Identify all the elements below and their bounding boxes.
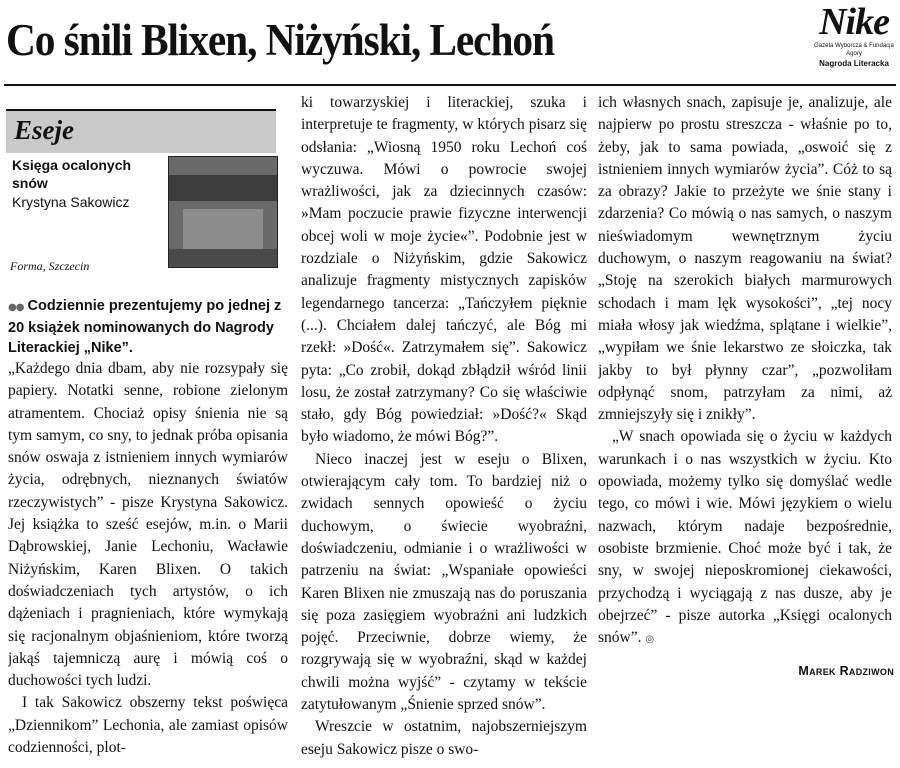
headline: Co śnili Blixen, Niżyński, Lechoń	[6, 15, 554, 65]
paragraph-text: „W snach opowiada się o życiu w każdych warunkach i o nas wszystkich w życiu. Kto opowiada, możemy tylko się domyślać wedle tego, co mówi i wie. Mówi językiem o wielu nazwach, którym nadaje bezpośrednie, osobiste brzmienie. Choć może być i tak, że sny, w swojej nieposkromionej ciekawości, przychodzą i wyciągają z nas dusze, aby je obejrzeć” - pisze autorka „Księgi ocalonych snów”.	[598, 428, 892, 647]
paragraph	[598, 426, 892, 651]
logo-word: Nike	[819, 1, 889, 43]
logo-sub: Gazeta Wyborcza & Fundacja Agory	[814, 43, 894, 57]
publisher: Forma, Szczecin	[10, 259, 90, 273]
paragraph: Wreszcie w ostatnim, najobszerniejszym eseju Sakowicz pisze o swo-	[301, 718, 587, 758]
lead-text: Codziennie prezentujemy po jednej z 20 książek nominowanych do Nagrody Literackiej „Nike”.	[8, 298, 282, 356]
byline: Marek Radziwon	[798, 664, 894, 678]
paragraph: ich własnych snach, zapisuje je, analizuje, ale najpierw po prostu streszcza - właśnie po to, żeby, jak to sama powiada, „oswoić się z istnieniem innych wymiarów życia”. Cóż to są za obrazy? Jakie to przeżyte we śnie stany i zdarzenia? Co mówią o nas samych, o naszym nieświadomym wewnętrznym życiu duchowym, o naszym reagowaniu na świat? „Stoję na szerokich białych marmurowych schodach i mam lęk wysokości”, „tej nocy miała włosy jak wiedźma, splątane i wielkie”, „wypiłam we śnie lekarstwo ze słoiczka, tak jakby to był płynny czar”, „pozwoliłam odpłynąć snom, patrzyłam za nimi, aż zmniejszyły się i znikły”.	[598, 94, 892, 424]
section-label: Eseje	[14, 115, 74, 145]
article-column-3	[598, 92, 892, 732]
section-box	[6, 109, 276, 153]
paragraph: I tak Sakowicz obszerny tekst poświęca „Dziennikom” Lechonia, ale zamiast opisów codzienności, plot-	[8, 694, 288, 757]
paragraph: ki towarzyskiej i literackiej, szuka i interpretuje te fragmenty, w których pisarz się odsłania: „Wiosną 1950 roku Lechoń coś wyczuwa. Mówi o powrocie swojej wrażliwości, jak za dziecinnych czasów: »Mam poczucie prawie fizyczne interwencji obcej woli w moje życie«”. Podobnie jest w rozdziale o Niżyńskim, gdzie Sakowicz analizuje fragmenty mistycznych zapisków legendarnego tancerza: „Tańczyłem pięknie (...). Chciałem dalej tańczyć, ale Bóg mi rzekł: »Dość«. Zatrzymałem się”. Sakowicz pyta: „Co zrobił, dokąd zbłądził wśród linii losu, że został zatrzymany? Co się właściwie stało, gdy Bóg powiedział: »Dość?« Skąd było wiadomo, że mówi Bóg?”.	[301, 94, 587, 446]
end-mark-icon: ◎	[645, 634, 655, 646]
cover-band-top	[169, 175, 277, 201]
logo-name: Nagroda Literacka	[819, 59, 889, 68]
paragraph: „Każdego dnia dbam, aby nie rozsypały się papiery. Notatki senne, robione zielonym atramentem. Chociaż opisy śnienia nie są tym samym, co sny, to jednak próba opisania snów oswaja z istnieniem innych wymiarów życia, odrębnych, nieznanych światów rzeczywistych” - pisze Krystyna Sakowicz. Jej książka to sześć esejów, m.in. o Marii Dąbrowskiej, Janie Lechoniu, Wacławie Niżyńskim, Karen Blixen. O takich doświadczeniach tych artystów, o ich dążeniach i pragnieniach, które wymykają się racjonalnym objaśnieniom, które tworzą jakąś tajemniczą aurę i mówią coś o duchowości tych ludzi.	[8, 360, 288, 690]
cover-band-bottom	[169, 249, 277, 267]
article-column-2	[301, 92, 587, 766]
book-author: Krystyna Sakowicz	[12, 194, 130, 210]
lead-bullet-icon: ●●	[8, 302, 24, 313]
article-lead	[8, 296, 288, 358]
book-cover-image	[168, 156, 278, 268]
cover-band-mid	[183, 209, 263, 249]
book-title: Księga ocalonych snów	[12, 157, 132, 191]
paragraph: Nieco inaczej jest w eseju o Blixen, otwierającym cały tom. To bardziej niż o zwidach sennych opowieść o życiu duchowym, o świecie wyobraźni, doświadczeniu, odmianie i o wrażliwości w patrzeniu na świat: „Wspaniałe opowieści Karen Blixen nie zmuszają nas do poruszania się poza zasięgiem wyobraźni ani ludzkich pojęć. Przeciwnie, dobrze wiemy, że rozgrywają się w wyobraźni, skąd w każdej chwili można wyjść” - czytamy w tekście zatytułowanym „Śnienie sprzed snów”.	[301, 450, 587, 714]
article-column-1	[8, 296, 288, 766]
nike-logo	[814, 2, 894, 76]
header-rule	[4, 84, 896, 86]
